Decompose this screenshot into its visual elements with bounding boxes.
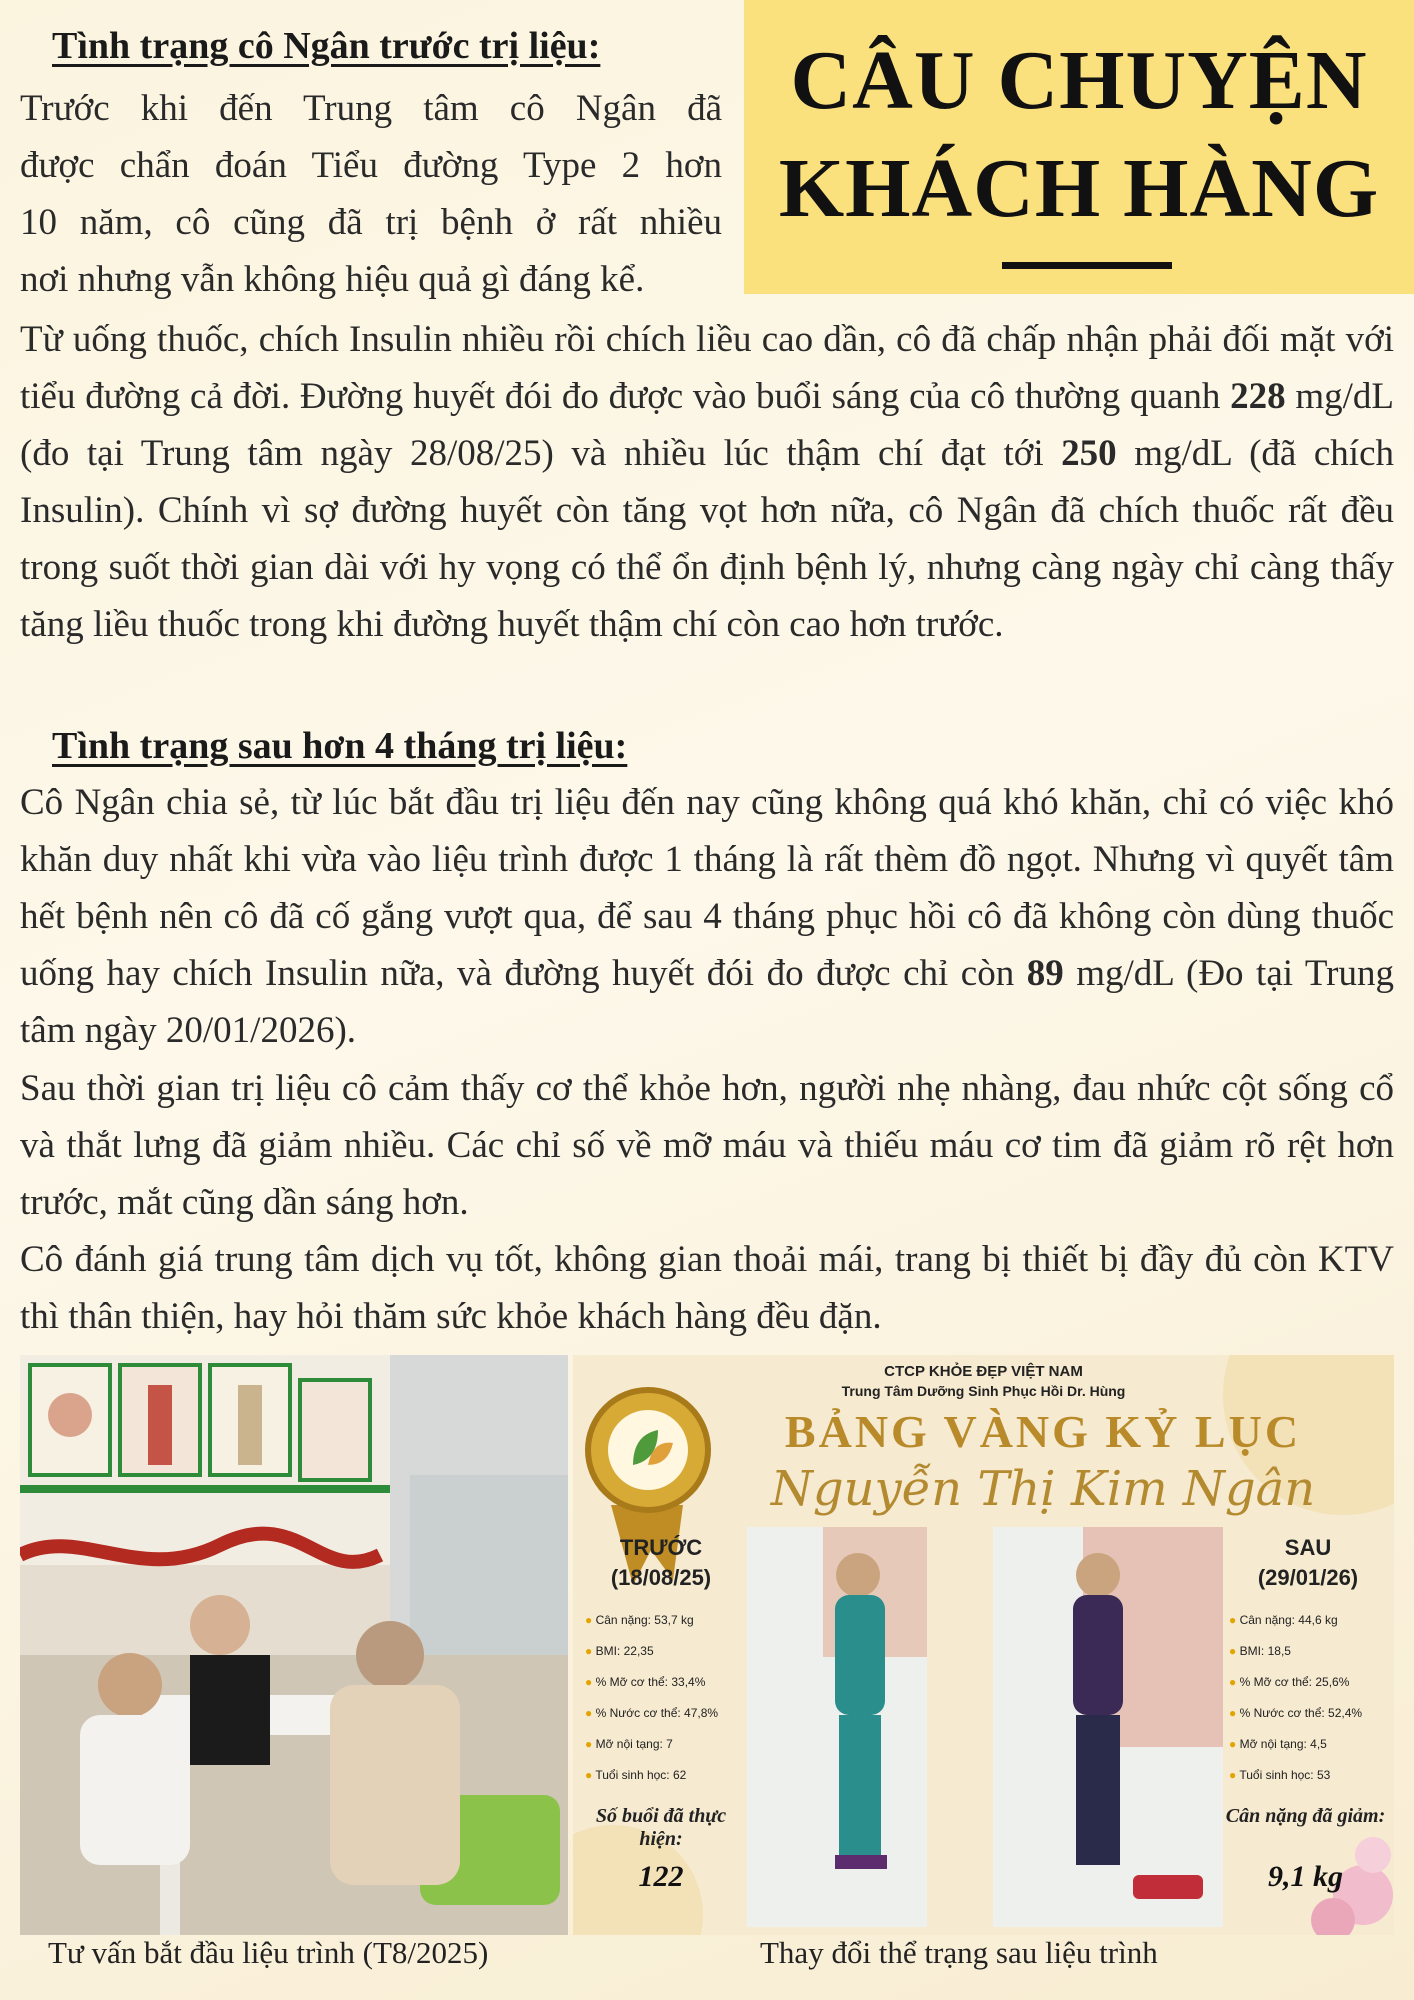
stat-item: ● % Mỡ cơ thể: 33,4% bbox=[585, 1675, 706, 1689]
before-date: (18/08/25) bbox=[610, 1565, 712, 1590]
intro-line: được chẩn đoán Tiểu đường Type 2 hơn bbox=[20, 145, 722, 186]
paragraph-text: Cô Ngân chia sẻ, từ lúc bắt đầu trị liệu đến nay cũng không quá khó khăn, chỉ có việc khó khăn duy nhất khi vừa vào liệu trình được 1 tháng là rất thèm đồ ngọt. Nhưng vì quyết tâm hết bệnh nên cô đã cố gắng vượt qua, để sau 4 tháng phục hồi cô đã không còn dùng thuốc uống hay chích Insulin nữa, và đường huyết đói đo được chỉ còn bbox=[20, 782, 1394, 994]
glucose-value: 250 bbox=[1061, 433, 1117, 474]
intro-line: nơi nhưng vẫn không hiệu quả gì đáng kể. bbox=[20, 259, 645, 300]
stat-text: % Mỡ cơ thể: 25,6% bbox=[1239, 1675, 1350, 1689]
stat-text: % Nước cơ thể: 52,4% bbox=[1239, 1706, 1363, 1720]
stat-text: % Mỡ cơ thể: 33,4% bbox=[595, 1675, 706, 1689]
glucose-value: 89 bbox=[1026, 953, 1064, 994]
caption-right: Thay đổi thể trạng sau liệu trình bbox=[760, 1935, 1158, 1970]
glucose-value: 228 bbox=[1230, 376, 1286, 417]
weight-loss-value: 9,1 kg bbox=[1268, 1860, 1343, 1893]
after-date: (29/01/26) bbox=[1257, 1565, 1359, 1590]
weight-loss-label: Cân nặng đã giảm: bbox=[1225, 1805, 1386, 1827]
stat-text: Cân nặng: 44,6 kg bbox=[1239, 1613, 1338, 1627]
stat-item: ● % Nước cơ thể: 47,8% bbox=[585, 1706, 719, 1720]
consultation-photo bbox=[20, 1355, 568, 1935]
stat-text: BMI: 22,35 bbox=[595, 1644, 654, 1658]
achievement-board bbox=[573, 1355, 1394, 1935]
stat-text: Tuổi sinh học: 62 bbox=[595, 1768, 687, 1782]
center-name: Trung Tâm Dưỡng Sinh Phục Hồi Dr. Hùng bbox=[841, 1383, 1126, 1399]
stat-item: ● % Mỡ cơ thể: 25,6% bbox=[1229, 1675, 1350, 1689]
stat-item: ● BMI: 22,35 bbox=[585, 1644, 654, 1658]
stat-text: Mỡ nội tạng: 4,5 bbox=[1239, 1737, 1327, 1751]
stat-item: ● Cân nặng: 53,7 kg bbox=[585, 1613, 694, 1627]
stat-text: Cân nặng: 53,7 kg bbox=[595, 1613, 694, 1627]
paragraph-text: mg/dL (Đo tại Trung tâm ngày 20/01/2026). bbox=[20, 953, 1394, 1051]
intro-line: 10 năm, cô cũng đã trị bệnh ở rất nhiều bbox=[20, 202, 722, 243]
stat-text: Tuổi sinh học: 53 bbox=[1239, 1768, 1331, 1782]
stat-item: ● % Nước cơ thể: 52,4% bbox=[1229, 1706, 1363, 1720]
stat-text: BMI: 18,5 bbox=[1239, 1644, 1291, 1658]
paragraph-text: mg/dL (đã chích Insulin). Chính vì sợ đường huyết còn tăng vọt hơn nữa, cô Ngân đã chích thuốc rất đều trong suốt thời gian dài với hy vọng có thể ổn định bệnh lý, nhưng càng ngày chỉ càng thấy tăng liều thuốc trong khi đường huyết thậm chí còn cao hơn trước. bbox=[20, 433, 1394, 645]
title-banner bbox=[744, 0, 1414, 294]
consultation-illustration bbox=[20, 1355, 568, 1935]
caption-left: Tư vấn bắt đầu liệu trình (T8/2025) bbox=[48, 1935, 489, 1970]
customer-name: Nguyễn Thị Kim Ngân bbox=[770, 1461, 1316, 1517]
paragraph-text: Từ uống thuốc, chích Insulin nhiều rồi chích liều cao dần, cô đã chấp nhận phải đối mặt với tiểu đường cả đời. Đường huyết đói đo được vào buổi sáng của cô thường quanh bbox=[20, 319, 1394, 417]
intro-paragraph bbox=[20, 80, 722, 308]
before-label-group bbox=[581, 1533, 741, 1593]
before-stats bbox=[585, 1605, 750, 1791]
paragraph-text: mg/dL (đo tại Trung tâm ngày 28/08/25) và nhiều lúc thậm chí đạt tới bbox=[20, 376, 1394, 474]
after-stats bbox=[1229, 1605, 1394, 1791]
stat-item: ● Mỡ nội tạng: 4,5 bbox=[1229, 1737, 1327, 1751]
title-divider bbox=[1002, 262, 1172, 269]
after-paragraph-3: Cô đánh giá trung tâm dịch vụ tốt, không gian thoải mái, trang bị thiết bị đầy đủ còn KTV thì thân thiện, hay hỏi thăm sức khỏe khách hàng đều đặn. bbox=[20, 1239, 1394, 1337]
after-label-group bbox=[1228, 1533, 1388, 1593]
stat-item: ● Cân nặng: 44,6 kg bbox=[1229, 1613, 1338, 1627]
before-label: TRƯỚC bbox=[619, 1535, 703, 1560]
stat-item: ● BMI: 18,5 bbox=[1229, 1644, 1291, 1658]
company-name: CTCP KHỎE ĐẸP VIỆT NAM bbox=[884, 1363, 1083, 1380]
stat-item: ● Mỡ nội tạng: 7 bbox=[585, 1737, 673, 1751]
section-heading-before: Tình trạng cô Ngân trước trị liệu: bbox=[52, 25, 601, 67]
board-title: BẢNG VÀNG KỶ LỤC bbox=[784, 1406, 1302, 1457]
after-paragraph-2: Sau thời gian trị liệu cô cảm thấy cơ thể khỏe hơn, người nhẹ nhàng, đau nhức cột sống cổ và thắt lưng đã giảm nhiều. Các chỉ số về mỡ máu và thiếu máu cơ tim đã giảm rõ rệt hơn trước, mắt cũng dần sáng hơn. bbox=[20, 1068, 1394, 1223]
sessions-value: 122 bbox=[638, 1860, 684, 1893]
intro-line: Trước khi đến Trung tâm cô Ngân đã bbox=[20, 88, 722, 129]
after-label: SAU bbox=[1284, 1535, 1332, 1560]
stat-text: Mỡ nội tạng: 7 bbox=[595, 1737, 673, 1751]
before-paragraph bbox=[20, 311, 1394, 653]
title-line-1: CÂU CHUYỆN bbox=[790, 34, 1368, 127]
section-heading-after: Tình trạng sau hơn 4 tháng trị liệu: bbox=[52, 725, 628, 767]
title-line-2: KHÁCH HÀNG bbox=[778, 142, 1380, 235]
stat-item: ● Tuổi sinh học: 62 bbox=[585, 1768, 687, 1782]
stat-item: ● Tuổi sinh học: 53 bbox=[1229, 1768, 1331, 1782]
sessions-label: Số buổi đã thực hiện: bbox=[595, 1805, 727, 1850]
stat-text: % Nước cơ thể: 47,8% bbox=[595, 1706, 719, 1720]
after-paragraph-1 bbox=[20, 774, 1394, 1059]
